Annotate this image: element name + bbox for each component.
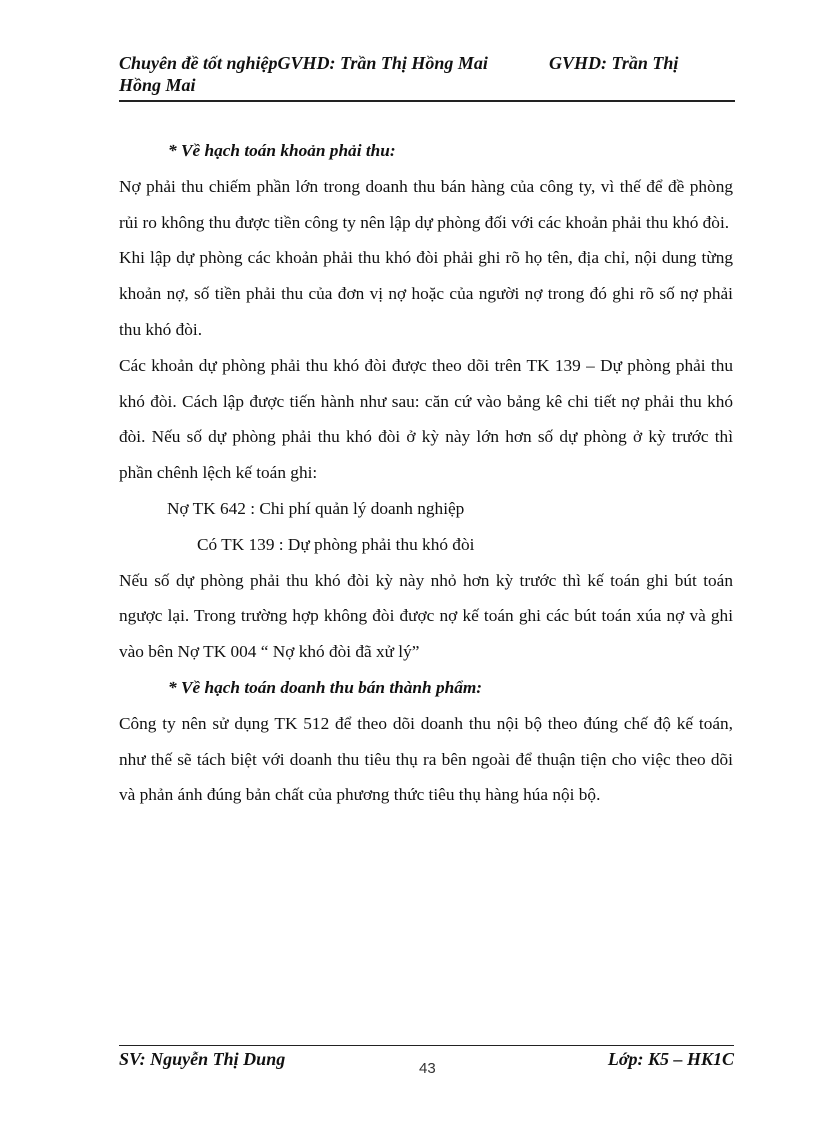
header-advisor-continued: Hồng Mai	[119, 75, 196, 95]
page-number: 43	[419, 1060, 436, 1077]
page-header	[119, 52, 735, 102]
page-body	[119, 133, 733, 813]
paragraph-receivables-3: Các khoản dự phòng phải thu khó đòi được theo dõi trên TK 139 – Dự phòng phải thu khó đòi. Cách lập được tiến hành như sau: căn cứ vào bảng kê chi tiết nợ phải thu khó đòi. Nếu số dự phòng phải thu khó đòi ở kỳ này lớn hơn số dự phòng ở kỳ trước thì phần chênh lệch kế toán ghi:	[119, 355, 733, 483]
section-title-revenue: * Về hạch toán doanh thu bán thành phẩm:	[168, 677, 483, 697]
page-footer	[119, 1045, 734, 1086]
paragraph-receivables-4: Nếu số dự phòng phải thu khó đòi kỳ này nhỏ hơn kỳ trước thì kế toán ghi bút toán ngược lại. Trong trường hợp không đòi được nợ kế toán ghi các bút toán xúa nợ và ghi vào bên Nợ TK 004 “ Nợ khó đòi đã xử lý”	[119, 570, 733, 662]
journal-entry-credit: Có TK 139 : Dự phòng phải thu khó đòi	[197, 534, 475, 554]
paragraph-revenue-1: Công ty nên sử dụng TK 512 để theo dõi doanh thu nội bộ theo đúng chế độ kế toán, như thế sẽ tách biệt với doanh thu tiêu thụ ra bên ngoài để thuận tiện cho việc theo dõi và phản ánh đúng bản chất của phương thức tiêu thụ hàng húa nội bộ.	[119, 713, 733, 805]
section-title-receivables: * Về hạch toán khoản phải thu:	[168, 141, 396, 160]
header-advisor: GVHD: Trần Thị	[549, 53, 679, 73]
footer-class: Lớp: K5 – HK1C	[607, 1049, 734, 1069]
paragraph-receivables-2: Khi lập dự phòng các khoản phải thu khó đòi phải ghi rõ họ tên, địa chỉ, nội dung từng khoản nợ, số tiền phải thu của đơn vị nợ hoặc của người nợ trong đó ghi rõ số nợ phải thu khó đòi.	[119, 248, 733, 339]
footer-student: SV: Nguyễn Thị Dung	[119, 1049, 286, 1069]
paragraph-receivables-1: Nợ phải thu chiếm phần lớn trong doanh thu bán hàng của công ty, vì thế để đề phòng rủi ro không thu được tiền công ty nên lập dự phòng đối với các khoản phải thu khó đòi.	[119, 176, 733, 232]
header-topic: Chuyên đề tốt nghiệpGVHD: Trần Thị Hồng Mai	[119, 53, 488, 73]
journal-entry-debit: Nợ TK 642 : Chi phí quản lý doanh nghiệp	[167, 498, 465, 518]
